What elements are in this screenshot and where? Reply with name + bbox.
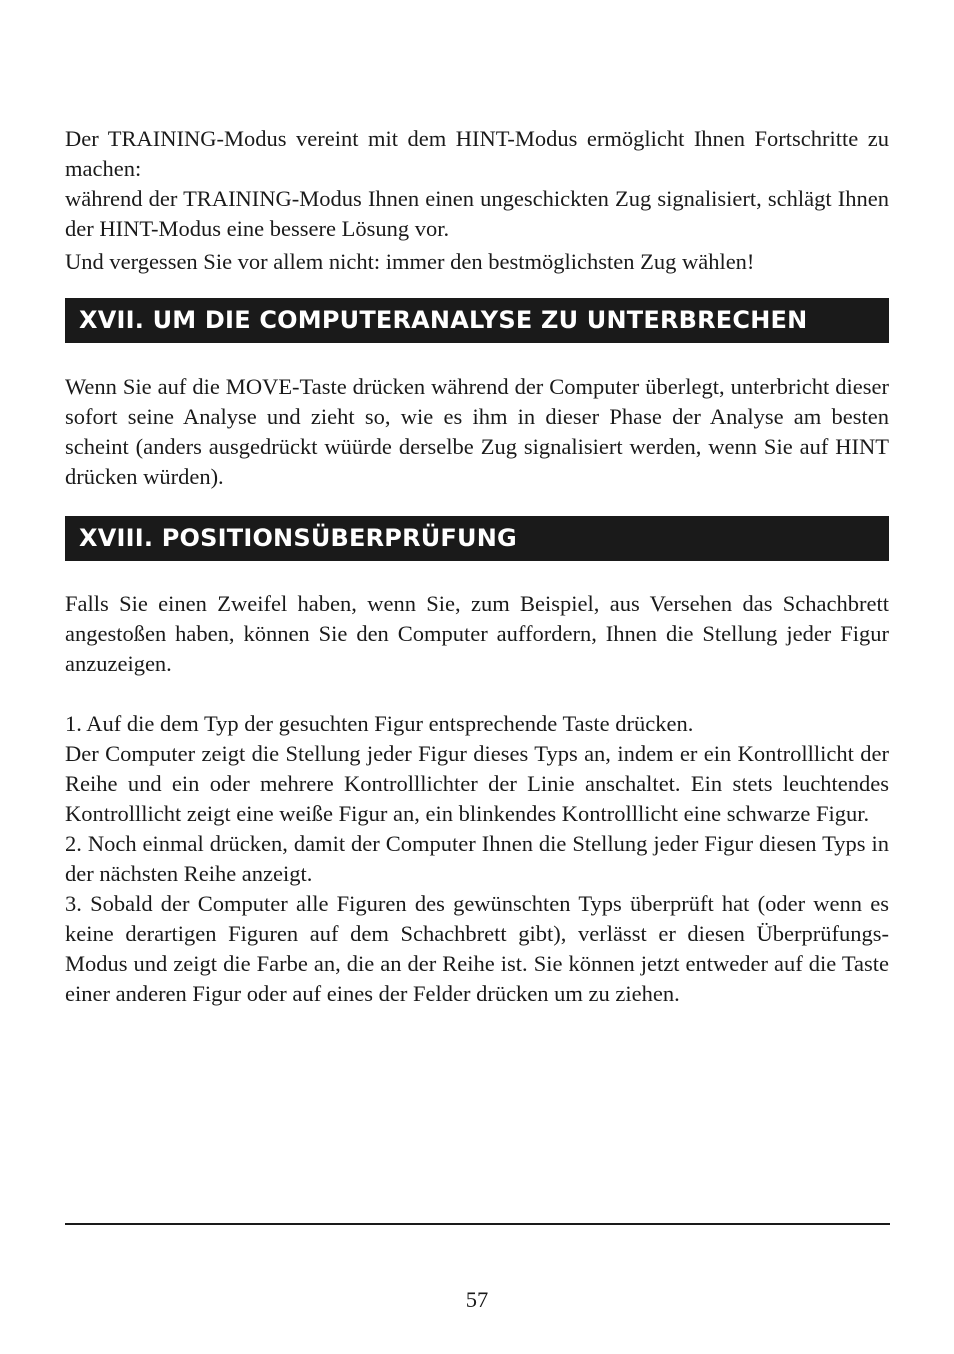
step-1: 1. Auf die dem Typ der gesuchten Figur entsprechende Taste drücken. [65,711,694,736]
section-xviii-body: Falls Sie einen Zweifel haben, wenn Sie, zum Beispiel, aus Versehen das Schachbrett angestoßen haben, können Sie den Computer auffordern, Ihnen die Stellung jeder Figur anzuzeigen. [65,591,889,676]
paragraph-spacer [65,679,889,709]
intro-paragraph-1: Der TRAINING-Modus vereint mit dem HINT-Modus ermöglicht Ihnen Fortschritte zu machen: [65,126,889,181]
footer-divider [65,1223,890,1225]
section-heading-xvii: XVII. UM DIE COMPUTERANALYSE ZU UNTERBRECHEN [65,298,889,343]
section-heading-xviii: XVIII. POSITIONSÜBERPRÜFUNG [65,516,889,561]
page-content [65,124,889,1009]
section-xvii-body: Wenn Sie auf die MOVE-Taste drücken während der Computer überlegt, unterbricht dieser sofort seine Analyse und zieht so, wie es ihm in dieser Phase der Analyse am besten scheint (anders ausgedrückt wüürde derselbe Zug signalisiert werden, wenn Sie auf HINT drücken würden). [65,374,889,489]
step-2: 2. Noch einmal drücken, damit der Computer Ihnen die Stellung jeder Figur diesen Typs in der nächsten Reihe anzeigt. [65,831,889,886]
page-number: 57 [465,1287,489,1312]
step-3: 3. Sobald der Computer alle Figuren des gewünschten Typs überprüft hat (oder wenn es keine derartigen Figuren auf dem Schachbrett gibt), verlässt er diesen Überprüfungs-Modus und zeigt die Farbe an, die an der Reihe ist. Sie können jetzt entweder auf die Taste einer anderen Figur oder auf eines der Felder drücken um zu ziehen. [65,891,889,1006]
intro-paragraph-2: während der TRAINING-Modus Ihnen einen ungeschickten Zug signalisiert, schlägt Ihnen der HINT-Modus eine bessere Lösung vor. [65,186,889,241]
intro-paragraph-3: Und vergessen Sie vor allem nicht: immer den bestmöglichsten Zug wählen! [65,249,755,274]
step-1-detail: Der Computer zeigt die Stellung jeder Figur dieses Typs an, indem er ein Kontrolllicht der Reihe und ein oder mehrere Kontrolllichter der Linie anschaltet. Ein stets leuchtendes Kontrolllicht zeigt eine weiße Figur an, ein blinkendes Kontrolllicht eine schwarze Figur. [65,741,889,826]
